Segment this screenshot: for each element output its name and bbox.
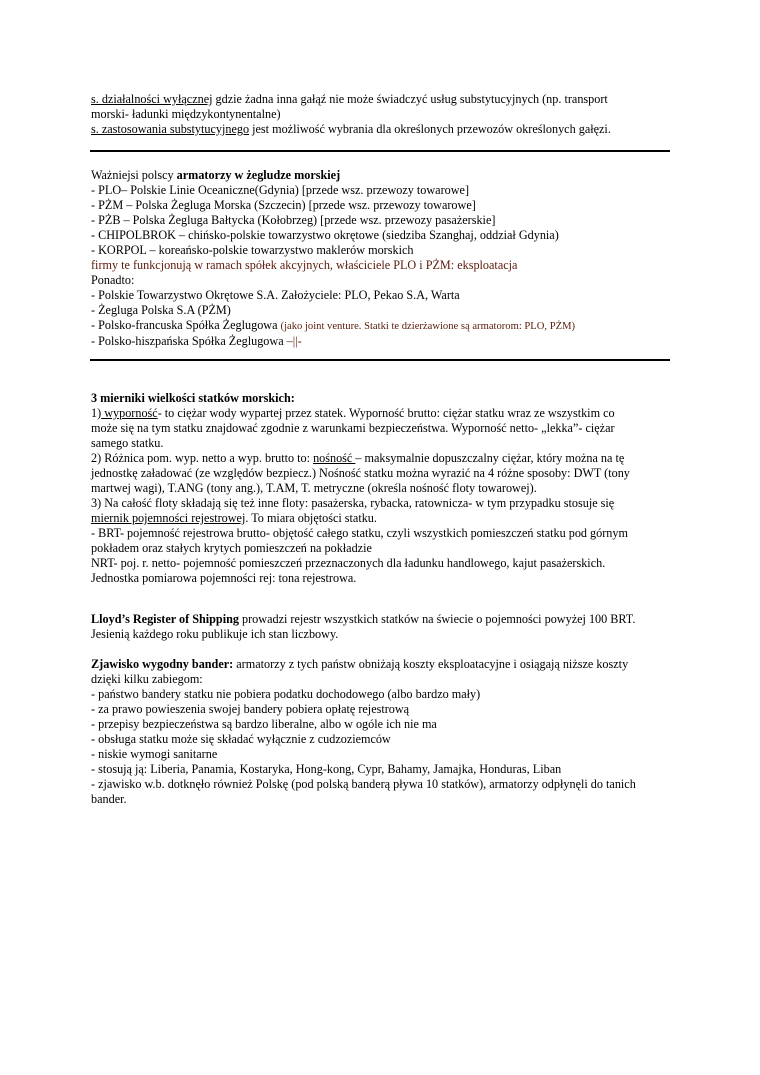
armator-extra-item: - Polsko-francuska Spółka Żeglugowa (jako joint venture. Statki te dzierżawione są armatorom: PLO, PŻM) (91, 318, 576, 332)
bander-item: - przepisy bezpieczeństwa są bardzo liberalne, albo w ogóle ich nie ma (91, 717, 437, 731)
intro-section (91, 92, 671, 137)
armator-item: - CHIPOLBROK – chińsko-polskie towarzystwo okrętowe (siedziba Szanghaj, oddział Gdynia) (91, 228, 559, 242)
armator-extra-item: - Polskie Towarzystwo Okrętowe S.A. Założyciele: PLO, Pekao S.A, Warta (91, 288, 460, 302)
mierniki-p1-line-2: może się na tym statku znajdować zgodnie z warunkami bezpieczeństwa. Wyporność netto- „lekka”- ciężar (91, 421, 615, 435)
intro-line-2: morski- ładunki międzykontynentalne) (91, 107, 281, 121)
nrt-line: NRT- poj. r. netto- pojemność pomieszczeń przeznaczonych dla ładunku handlowego, kajut pasażerskich. (91, 556, 606, 570)
term-wypornosc: wyporność (101, 406, 158, 420)
ditto-mark: –||- (286, 334, 302, 348)
divider-2 (90, 359, 670, 361)
bander-item: - za prawo powieszenia swojej bandery pobiera opłatę rejestrową (91, 702, 410, 716)
mierniki-p2-line-2: jednostkę załadować (ze względów bezpiecz.) Nośność statku można wyrazić na 4 różne sposoby: DWT (tony (91, 466, 630, 480)
mierniki-p1-line-1: 1) wyporność- to ciężar wody wypartej przez statek. Wyporność brutto: ciężar statku wraz ze wszystkim co (91, 406, 615, 420)
joint-venture-note: (jako joint venture. Statki te dzierżawione są armatorom: PLO, PŻM) (280, 321, 576, 332)
term-zastosowania-substytucyjnego: s. zastosowania substytucyjnego (91, 122, 250, 136)
term-miernik-pojemnosci: miernik pojemności rejestrowej (91, 511, 246, 525)
armatorzy-note: firmy te funkcjonują w ramach spółek akcyjnych, właściciele PLO i PŻM: eksploatacja (91, 258, 518, 272)
armatorzy-section (91, 168, 671, 349)
bander-item: - obsługa statku może się składać wyłącznie z cudzoziemców (91, 732, 391, 746)
ponadto-label: Ponadto: (91, 273, 135, 287)
brt-line-1: - BRT- pojemność rejestrowa brutto- objętość całego statku, czyli wszystkich pomieszczeń statku pod górnym (91, 526, 628, 540)
brt-line-2: pokładem oraz stałych krytych pomieszczeń na pokładzie (91, 541, 372, 555)
armator-item: - KORPOL – koreańsko-polskie towarzystwo maklerów morskich (91, 243, 414, 257)
bander-item: - państwo bandery statku nie pobiera podatku dochodowego (albo bardzo mały) (91, 687, 481, 701)
armator-item: - PŻM – Polska Żegluga Morska (Szczecin) [przede wsz. przewozy towarowe] (91, 198, 476, 212)
mierniki-section (91, 391, 671, 586)
mierniki-heading: 3 mierniki wielkości statków morskich: (91, 391, 295, 405)
armator-item: - PLO– Polskie Linie Oceaniczne(Gdynia) [przede wsz. przewozy towarowe] (91, 183, 470, 197)
intro-line-3: s. zastosowania substytucyjnego jest możliwość wybrania dla określonych przewozów określonych gałęzi. (91, 122, 611, 136)
bander-line-1: Zjawisko wygodny bander: armatorzy z tych państw obniżają koszty eksploatacyjne i osiągają niższe koszty (91, 657, 629, 671)
jednostka-line: Jednostka pomiarowa pojemności rej: tona rejestrowa. (91, 571, 357, 585)
term-nosnosc: nośność (313, 451, 356, 465)
armator-extra-item: - Polsko-hiszpańska Spółka Żeglugowa –||- (91, 334, 302, 348)
mierniki-p2-line-1: 2) Różnica pom. wyp. netto a wyp. brutto to: nośność – maksymalnie dopuszczalny ciężar, który można na tę (91, 451, 625, 465)
armator-extra-item: - Żegluga Polska S.A (PŻM) (91, 303, 231, 317)
lloyds-line-2: Jesienią każdego roku publikuje ich stan liczbowy. (91, 627, 339, 641)
intro-line-1: s. działalności wyłącznej gdzie żadna inna gałąź nie może świadczyć usług substytucyjnych (np. transport (91, 92, 608, 106)
mierniki-p3-line-2: miernik pojemności rejestrowej. To miara objętości statku. (91, 511, 377, 525)
mierniki-p3-line-1: 3) Na całość floty składają się też inne floty: pasażerska, rybacka, ratownicza- w tym przypadku stosuje się (91, 496, 615, 510)
bander-last-line: bander. (91, 792, 127, 806)
bander-item: - zjawisko w.b. dotknęło również Polskę (pod polską banderą pływa 10 statków), armatorzy odpłynęli do tanich (91, 777, 636, 791)
mierniki-p1-line-3: samego statku. (91, 436, 164, 450)
bander-item: - niskie wymogi sanitarne (91, 747, 218, 761)
bander-section (91, 657, 671, 807)
divider-1 (90, 150, 670, 152)
lloyds-line-1: Lloyd’s Register of Shipping prowadzi rejestr wszystkich statków na świecie o pojemności powyżej 100 BRT. (91, 612, 636, 626)
mierniki-p2-line-3: martwej wagi), T.ANG (tony ang.), T.AM, T. metryczne (określa nośność floty towarowej). (91, 481, 537, 495)
armatorzy-heading: Ważniejsi polscy armatorzy w żegludze morskiej (91, 168, 341, 182)
lloyds-section (91, 612, 671, 642)
bander-line-2: dzięki kilku zabiegom: (91, 672, 203, 686)
armator-item: - PŻB – Polska Żegluga Bałtycka (Kołobrzeg) [przede wsz. przewozy pasażerskie] (91, 213, 496, 227)
bander-item: - stosują ją: Liberia, Panamia, Kostaryka, Hong-kong, Cypr, Bahamy, Jamajka, Honduras, Liban (91, 762, 562, 776)
term-dzialalnosci-wylacznej: s. działalności wyłącznej (91, 92, 213, 106)
